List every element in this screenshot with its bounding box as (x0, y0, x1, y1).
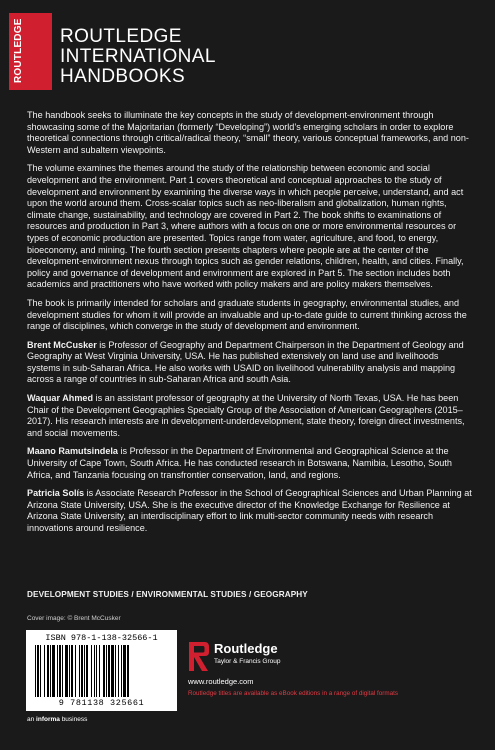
author-bio (27, 446, 474, 481)
author-bio-text: is Professor in the Department of Environmental and Geographical Science at the University of Cape Town, South Africa. He has conducted research in Botswana, Namibia, Lesotho, South Africa, and Tanzania focusing on transfrontier conservation, land, and regions. (27, 446, 452, 480)
barcode-bar (65, 645, 68, 697)
series-logo-block (9, 13, 52, 90)
barcode-bar (106, 645, 107, 697)
subject-categories: DEVELOPMENT STUDIES / ENVIRONMENTAL STUDIES / GEOGRAPHY (27, 590, 308, 599)
barcode-bar (47, 645, 49, 697)
imprint-brand: informa (36, 716, 60, 723)
series-title-line: INTERNATIONAL (60, 46, 216, 67)
author-name: Brent McCusker (27, 339, 97, 350)
barcode-bar (81, 645, 83, 697)
barcode-bar (69, 645, 70, 697)
informa-imprint (27, 716, 87, 723)
barcode-bar (96, 645, 97, 697)
barcode-bar (103, 645, 105, 697)
author-bio (27, 488, 474, 534)
imprint-suffix: business (59, 716, 88, 723)
barcode-bar (75, 645, 76, 697)
barcode-bar (127, 645, 129, 697)
barcode-digits: 9 781138 325661 (58, 698, 145, 708)
imprint-prefix: an (27, 716, 37, 723)
barcode-bar (108, 645, 110, 697)
author-bio-text: is Associate Research Professor in the School of Geographical Sciences and Urban Planning at Arizona State University, USA. She is the executive director of the Knowledge Exchange for Resilience at Arizona State University, an interdisciplinary effort to link multi-sector community needs with research innovations around resilience. (27, 488, 472, 533)
barcode-bar (118, 645, 119, 697)
barcode-bar (57, 645, 58, 697)
barcode-bar (37, 645, 39, 697)
description-paragraph: The handbook seeks to illuminate the key concepts in the study of development-environment through showcasing some of the Majoritarian (formerly “Developing”) world’s emerging scholars in order to explore theoretical connections through critical/radical theory, “small” theory, various conceptual frameworks, and non-Western and subaltern viewpoints. (27, 110, 469, 155)
isbn-barcode (26, 630, 177, 711)
barcode-bar (84, 645, 85, 697)
author-name: Maano Ramutsindela (27, 446, 118, 457)
author-bio (27, 393, 474, 439)
barcode-bar (111, 645, 114, 697)
author-name: Waquar Ahmed (27, 393, 94, 404)
ebook-note: Routledge titles are available as eBook editions in a range of digital formats (188, 690, 399, 697)
barcode-bar (99, 645, 100, 697)
barcode-bar (52, 645, 55, 697)
barcode-bars (35, 645, 169, 697)
description-paragraph: The book is primarily intended for scholars and graduate students in geography, environmental studies, and development studies for whom it will provide an invaluable and up-to-date guide to current thinking across the range of disciplines, which converge in the study of development and environment. (27, 297, 467, 332)
series-title-line: HANDBOOKS (60, 66, 186, 87)
barcode-bar (123, 645, 126, 697)
barcode-bar (62, 645, 63, 697)
blurb-content (27, 110, 474, 542)
barcode-bar (40, 645, 41, 697)
barcode-bar (59, 645, 61, 697)
barcode-bar (94, 645, 95, 697)
description-paragraph: The volume examines the themes around the study of the relationship between economic and social development and the environment. Part 1 covers theoretical and conceptual approaches to the study of development and environment by examining the diverse ways in which people perceive, understand, and act upon the world around them. Cross-scalar topics such as neo-liberalism and globalization, human rights, climate change, sustainability, and technology are covered in Part 2. The book shifts to examinations of resources and production in Part 3, where authors with a focus on one or more environmental resources or types of economic production are presented. Topics range from water, agriculture, and food, to energy, bioeconomy, and mining. The fourth section presents chapters where people are at the center of the development-environment nexus through topics such as gender relations, children, health, and cities. Finally, policy and governance of development and environment are explored in Part 5. The section includes both academics and practitioners who have worked with policy makers and are policy makers themselves. (27, 163, 464, 290)
isbn-label: ISBN 978-1-138-32566-1 (45, 633, 158, 643)
series-logo-text: ROUTLEDGE (13, 18, 24, 84)
barcode-bar (50, 645, 51, 697)
routledge-logo-icon (188, 640, 210, 674)
cover-credit: Cover image: © Brent McCusker (27, 615, 121, 622)
barcode-bar (115, 645, 116, 697)
author-bio-text: is Professor of Geography and Department Chairperson in the Department of Geology and Geography at West Virginia University, USA. He has published extensively on land use and livelihoods systems in sub-Saharan Africa. He also works with USAID on livelihood vulnerability analysis and mapping across a range of countries in sub-Saharan Africa and south Asia. (27, 339, 464, 385)
barcode-bar (79, 645, 80, 697)
publisher-url[interactable]: www.routledge.com (188, 677, 254, 686)
barcode-bar (121, 645, 122, 697)
series-title-line: ROUTLEDGE (60, 26, 182, 47)
publisher-name: Routledge (214, 641, 278, 656)
author-bio (27, 340, 474, 386)
barcode-bar (35, 645, 36, 697)
barcode-bar (86, 645, 88, 697)
author-bio-text: is an assistant professor of geography at the University of North Texas, USA. He has been Chair of the Development Geographies Specialty Group of the Association of American Geographers (2015–2017). His research interests are in development-underdevelopment, state theory, foreign direct investments, and social movements. (27, 393, 465, 438)
barcode-bar (91, 645, 92, 697)
barcode-bar (44, 645, 45, 697)
publisher-group: Taylor & Francis Group (214, 658, 281, 665)
series-title (60, 27, 290, 87)
barcode-bar (71, 645, 73, 697)
author-name: Patricia Solís (27, 488, 85, 499)
